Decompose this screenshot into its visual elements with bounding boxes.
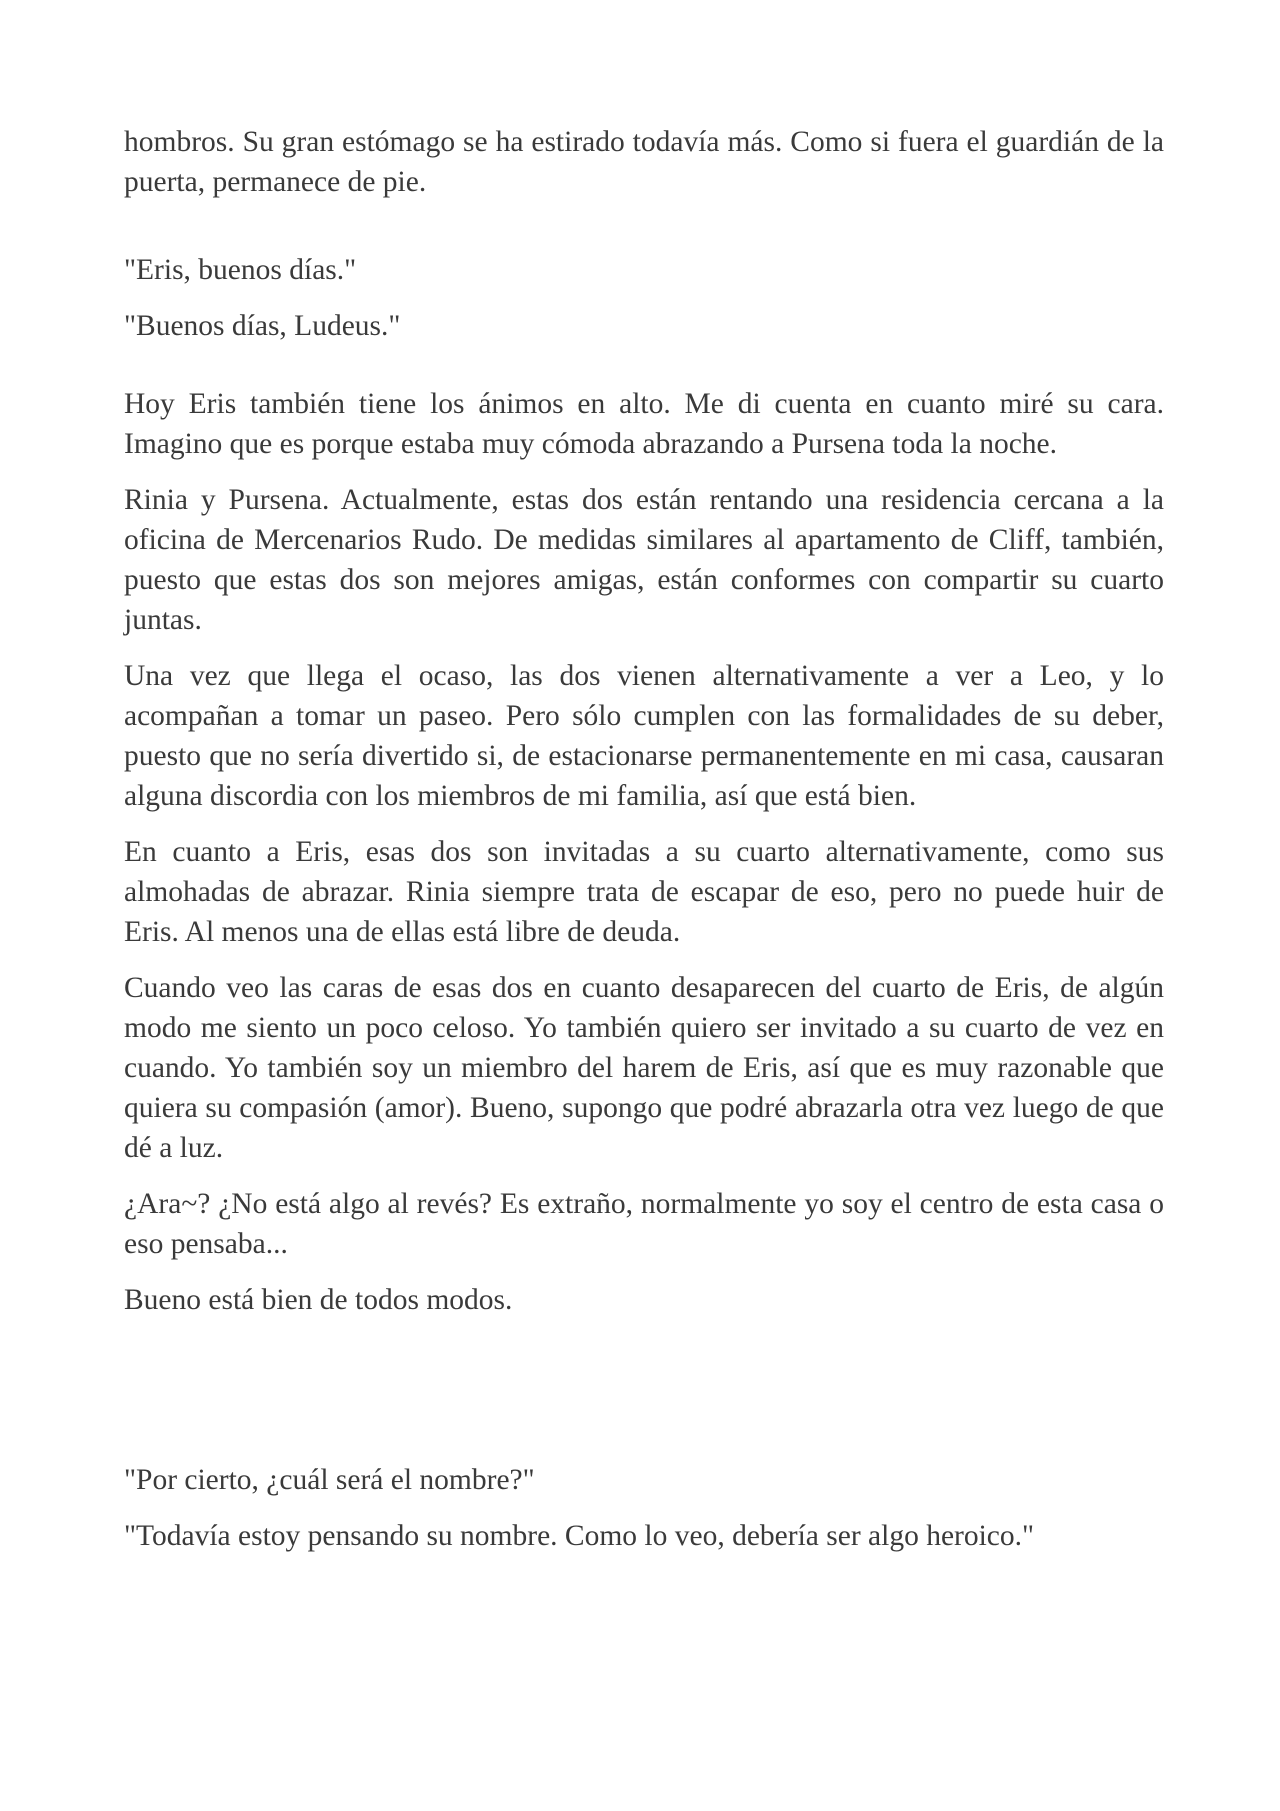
opening-paragraph-block	[124, 122, 1164, 202]
paragraph: hombros. Su gran estómago se ha estirado todavía más. Como si fuera el guardián de la puerta, permanece de pie.	[124, 126, 1164, 198]
paragraph: Rinia y Pursena. Actualmente, estas dos están rentando una residencia cercana a la oficina de Mercenarios Rudo. De medidas similares al apartamento de Cliff, también, puesto que estas dos son mejores amigas, están conformes con compartir su cuarto juntas.	[124, 484, 1164, 636]
paragraph: Hoy Eris también tiene los ánimos en alto. Me di cuenta en cuanto miré su cara. Imagino que es porque estaba muy cómoda abrazando a Pursena toda la noche.	[124, 388, 1164, 460]
dialogue-line: "Todavía estoy pensando su nombre. Como lo veo, debería ser algo heroico."	[124, 1520, 1035, 1552]
narrative-block	[124, 384, 1164, 1320]
dialogue-line: "Eris, buenos días."	[124, 254, 357, 286]
dialogue-block-1	[124, 250, 1164, 346]
paragraph: En cuanto a Eris, esas dos son invitadas a su cuarto alternativamente, como sus almohadas de abrazar. Rinia siempre trata de escapar de eso, pero no puede huir de Eris. Al menos una de ellas está libre de deuda.	[124, 836, 1164, 948]
paragraph: Cuando veo las caras de esas dos en cuanto desaparecen del cuarto de Eris, de algún modo me siento un poco celoso. Yo también quiero ser invitado a su cuarto de vez en cuando. Yo también soy un miembro del harem de Eris, así que es muy razonable que quiera su compasión (amor). Bueno, supongo que podré abrazarla otra vez luego de que dé a luz.	[124, 972, 1164, 1164]
paragraph: Una vez que llega el ocaso, las dos vienen alternativamente a ver a Leo, y lo acompañan a tomar un paseo. Pero sólo cumplen con las formalidades de su deber, puesto que no sería divertido si, de estacionarse permanentemente en mi casa, causaran alguna discordia con los miembros de mi familia, así que está bien.	[124, 660, 1164, 812]
paragraph: ¿Ara~? ¿No está algo al revés? Es extraño, normalmente yo soy el centro de esta casa o eso pensaba...	[124, 1188, 1164, 1260]
paragraph: Bueno está bien de todos modos.	[124, 1284, 513, 1316]
dialogue-block-2	[124, 1460, 1164, 1556]
dialogue-line: "Por cierto, ¿cuál será el nombre?"	[124, 1464, 535, 1496]
dialogue-line: "Buenos días, Ludeus."	[124, 310, 401, 342]
document-page	[124, 122, 1164, 1552]
